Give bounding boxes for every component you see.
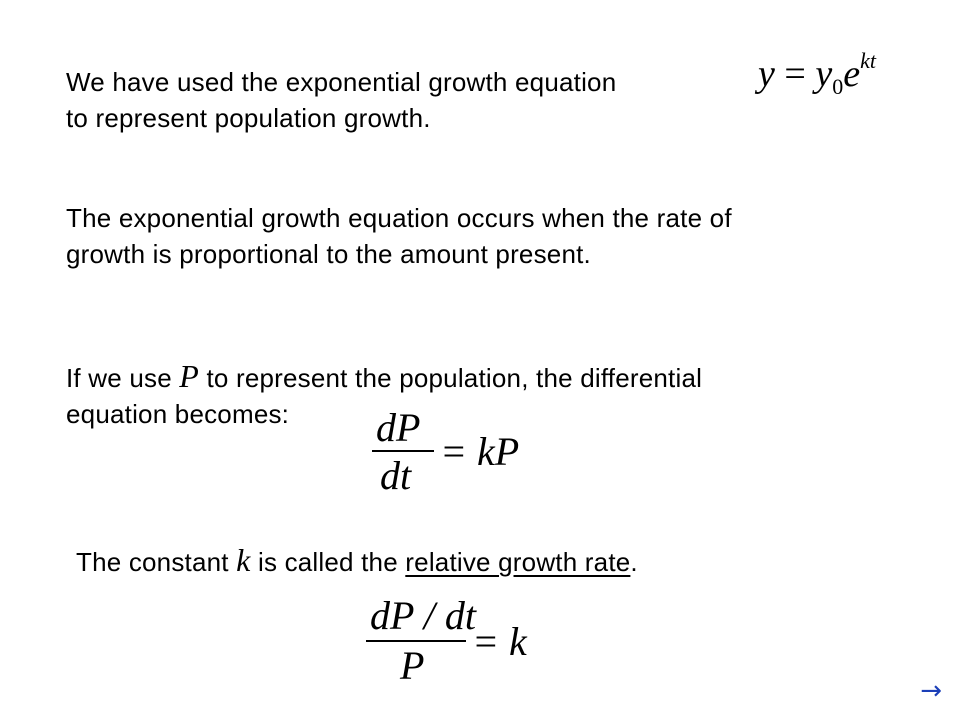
text-line <box>76 542 638 580</box>
text-segment: to represent the population, the differential <box>199 363 703 393</box>
text-line: to represent population growth. <box>66 103 431 133</box>
paragraph-growth-definition <box>66 200 732 272</box>
paragraph-exponential-intro <box>66 64 616 136</box>
text-line: growth is proportional to the amount present. <box>66 239 591 269</box>
eq-subscript-zero: 0 <box>832 74 844 99</box>
paragraph-relative-growth <box>76 542 638 580</box>
text-segment: . <box>630 547 638 577</box>
eq-equals: = <box>784 53 806 95</box>
text-segment: The constant <box>76 547 237 577</box>
equation-relative-rate <box>366 592 536 692</box>
text-segment: If we use <box>66 363 180 393</box>
text-segment: is called the <box>250 547 406 577</box>
eq-exponent: kt <box>860 48 876 73</box>
equation-rhs: = k <box>472 619 527 664</box>
math-var-P: P <box>179 358 200 394</box>
equation-exponential-growth <box>758 48 876 99</box>
eq-var-y: y <box>758 53 775 95</box>
eq-e: e <box>843 53 861 95</box>
text-line: We have used the exponential growth equation <box>66 67 617 97</box>
text-line: The exponential growth equation occurs when the rate of <box>66 203 732 233</box>
math-var-k: k <box>236 542 251 578</box>
eq-var-y0: y <box>815 53 833 95</box>
next-slide-arrow-icon[interactable]: → <box>920 676 942 706</box>
equation-dPdt-kP <box>372 404 520 498</box>
fraction-numerator: dP <box>376 405 421 450</box>
fraction-denominator: dt <box>380 453 412 498</box>
fraction-denominator: P <box>400 643 425 688</box>
text-line: equation becomes: <box>66 399 290 429</box>
term-relative-growth-rate: relative growth rate <box>405 547 631 577</box>
fraction-numerator: dP / dt <box>370 593 476 638</box>
equation-rhs: = kP <box>440 429 520 474</box>
text-line <box>66 358 702 396</box>
